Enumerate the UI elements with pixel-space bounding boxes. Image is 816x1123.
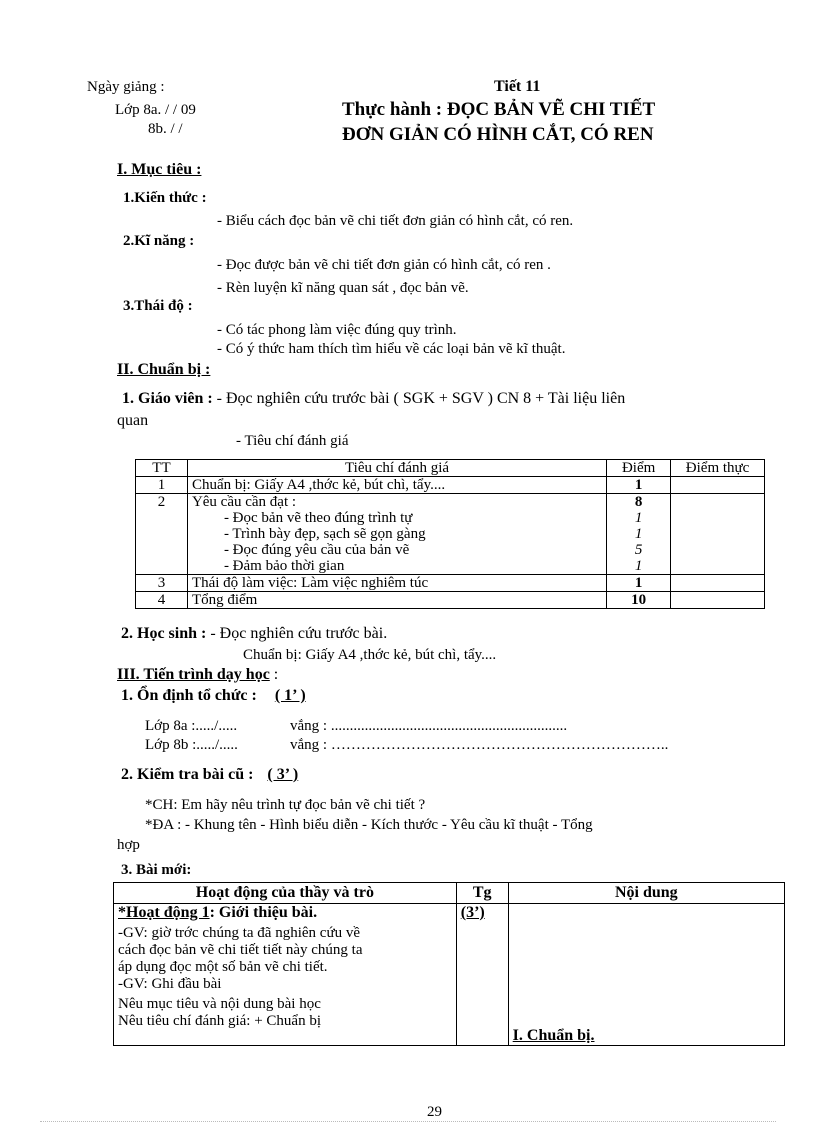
review-question: *CH: Em hãy nêu trình tự đọc bản vẽ chi tiết ? [145,797,426,813]
check-label: 2. Kiểm tra bài cũ : [121,766,254,783]
class-8b-attendance: Lớp 8b :...../..... [145,737,238,753]
knowledge-heading: 1.Kiến thức : [123,190,207,206]
class-8a-date: Lớp 8a. / / 09 [115,102,196,118]
page-title: Thực hành : ĐỌC BẢN VẼ CHI TIẾT [342,99,656,120]
row-points [607,494,671,575]
row-tt: 3 [136,575,188,592]
class-8b-absent: vắng : ………………………………………………………….. [290,737,669,753]
criteria-intro: - Tiêu chí đánh giá [236,433,349,449]
teacher-text-cont: quan [117,412,149,429]
criteria-header-row [136,460,765,477]
sub-points: 1 [634,526,643,542]
process-heading-wrap [117,666,278,684]
review-answer-cont: hợp [117,837,140,853]
sub-points: 1 [634,558,643,574]
activity-line: Nêu mục tiêu và nội dung bài học [118,996,321,1012]
activity-line: Nêu tiêu chí đánh giá: + Chuẩn bị [118,1013,321,1029]
activity-line: -GV: Ghi đầu bài [118,976,222,992]
org-label: 1. Ổn định tổ chức : [121,687,257,704]
class-8b-date: 8b. / / [148,121,183,137]
student-label: 2. Học sinh : [121,625,207,642]
row-text: Chuẩn bị: Giấy A4 ,thớc kẻ, bút chì, tẩy.... [187,477,606,494]
header-actual: Điểm thực [671,460,765,477]
objectives-heading: I. Mục tiêu : [117,161,202,178]
header-points: Điểm [607,460,671,477]
row-actual [671,575,765,592]
page-number: 29 [427,1104,442,1120]
table-row [114,904,785,1046]
org-time: ( 1’ ) [274,687,306,704]
sub-criterion: - Đọc bản vẽ theo đúng trình tự [223,510,413,526]
student-text: - Đọc nghiên cứu trước bài. [206,625,388,642]
process-heading-colon: : [269,666,279,683]
activity-cell [114,904,457,1046]
sub-points: 5 [634,542,643,558]
row-points: 1 [607,477,671,494]
class-8a-absent: vắng : ............................................................... [290,718,568,734]
header-time: Tg [456,883,508,904]
new-lesson-heading: 3. Bài mới: [121,862,192,878]
attitude-item-1: - Có tác phong làm việc đúng quy trình. [217,322,457,338]
activity-title [118,904,452,921]
activity-line: cách đọc bản vẽ chi tiết tiết này chúng ta [118,942,363,958]
process-heading: III. Tiến trình dạy học [117,666,270,683]
header-content: Nội dung [508,883,784,904]
skill-heading: 2.Kĩ năng : [123,233,195,249]
content-heading: I. Chuẩn bị. [512,1027,595,1044]
header-criteria: Tiêu chí đánh giá [187,460,606,477]
activity-line: áp dụng đọc một số bản vẽ chi tiết. [118,959,328,975]
table-row [136,477,765,494]
teacher-label: 1. Giáo viên : [122,390,213,407]
check-section [121,766,298,784]
criteria-table [135,459,765,609]
row-tt: 2 [136,494,188,575]
student-prep [121,625,387,643]
activity-title-desc: : Giới thiệu bài. [209,904,318,921]
row-actual [671,592,765,609]
teacher-prep [122,390,625,408]
preparation-heading: II. Chuẩn bị : [117,361,211,378]
knowledge-item: - Biểu cách đọc bản vẽ chi tiết đơn giản có hình cắt, có ren. [217,213,574,229]
activity-title-name: *Hoạt động 1 [118,904,210,921]
period-label: Tiết 11 [494,78,541,95]
lesson-table [113,882,785,1046]
footer-divider [40,1121,776,1122]
skill-item-2: - Rèn luyện kĩ năng quan sát , đọc bản vẽ. [217,280,469,296]
attitude-item-2: - Có ý thức ham thích tìm hiểu về các loại bản vẽ kĩ thuật. [217,341,566,357]
time-cell [456,904,508,1046]
row-actual [671,494,765,575]
row-actual [671,477,765,494]
teacher-text: - Đọc nghiên cứu trước bài ( SGK + SGV ) CN 8 + Tài liệu liên [212,390,626,407]
org-section [121,687,306,705]
lesson-header-row [114,883,785,904]
header-tt: TT [136,460,188,477]
sub-criterion: - Trình bày đẹp, sạch sẽ gọn gàng [223,526,426,542]
row-text [187,494,606,575]
class-8a-attendance: Lớp 8a :...../..... [145,718,238,734]
row-points: 1 [607,575,671,592]
sub-criterion: - Đảm bảo thời gian [223,558,345,574]
review-answer: *ĐA : - Khung tên - Hình biểu diễn - Kích thước - Yêu cầu kĩ thuật - Tổng [145,817,593,833]
attitude-heading: 3.Thái độ : [123,298,193,314]
row-text: Thái độ làm việc: Làm việc nghiêm túc [187,575,606,592]
activity-time: (3’) [460,904,485,921]
sub-points: 1 [634,510,643,526]
row-points-main: 8 [634,494,643,510]
row-text-main: Yêu cầu cần đạt : [191,494,297,510]
content-cell [508,904,784,1046]
header-activity: Hoạt động của thầy và trò [114,883,457,904]
row-tt: 4 [136,592,188,609]
student-materials: Chuẩn bị: Giấy A4 ,thớc kẻ, bút chì, tẩy.... [243,647,497,663]
page-subtitle: ĐƠN GIẢN CÓ HÌNH CẮT, CÓ REN [342,124,654,145]
row-tt: 1 [136,477,188,494]
date-label: Ngày giảng : [87,79,165,95]
table-row [136,575,765,592]
row-points: 10 [607,592,671,609]
row-text: Tổng điểm [187,592,606,609]
sub-criterion: - Đọc đúng yêu cầu của bản vẽ [223,542,410,558]
activity-line: -GV: giờ trớc chúng ta đã nghiên cứu về [118,925,360,941]
skill-item-1: - Đọc được bản vẽ chi tiết đơn giản có hình cắt, có ren . [217,257,551,273]
table-row [136,494,765,575]
table-row [136,592,765,609]
check-time: ( 3’ ) [267,766,299,783]
